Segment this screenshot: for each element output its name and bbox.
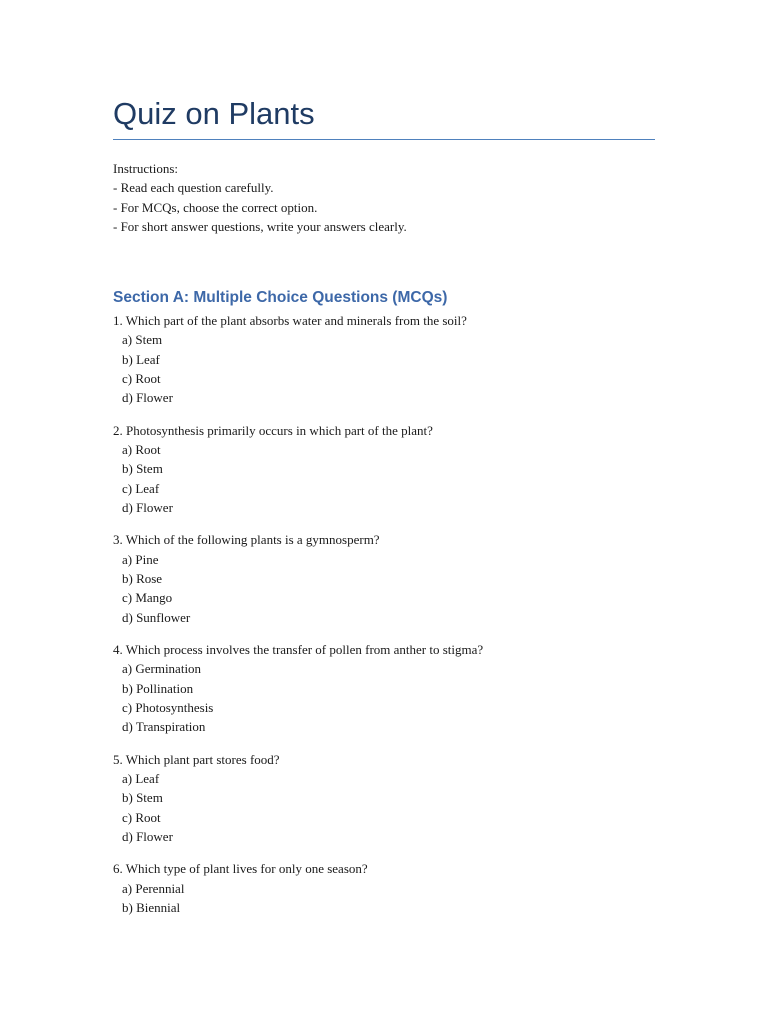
- option-item: b) Stem: [122, 461, 163, 477]
- option-item: a) Leaf: [122, 770, 160, 786]
- option-item: c) Root: [122, 809, 161, 825]
- question-text: 3. Which of the following plants is a gymnosperm?: [113, 532, 380, 548]
- question-text: 1. Which part of the plant absorbs water and minerals from the soil?: [113, 313, 467, 328]
- option-item: d) Transpiration: [122, 719, 206, 735]
- option-item: b) Leaf: [122, 351, 160, 367]
- option-list: [113, 550, 483, 627]
- question-item: [113, 421, 483, 517]
- option-item: a) Pine: [122, 551, 159, 567]
- option-item: a) Perennial: [122, 880, 185, 896]
- option-list: [113, 330, 483, 407]
- option-item: d) Flower: [122, 390, 173, 406]
- option-item: d) Flower: [122, 499, 173, 515]
- option-item: a) Stem: [122, 332, 163, 348]
- question-item: [113, 750, 483, 846]
- question-text: 6. Which type of plant lives for only one season?: [113, 861, 368, 877]
- option-list: [113, 879, 483, 918]
- option-item: c) Root: [122, 370, 161, 386]
- option-item: b) Biennial: [122, 899, 181, 915]
- option-item: b) Stem: [122, 790, 163, 806]
- instructions-block: [113, 159, 407, 236]
- question-text: 4. Which process involves the transfer of pollen from anther to stigma?: [113, 642, 484, 658]
- option-item: c) Leaf: [122, 480, 160, 496]
- option-item: c) Photosynthesis: [122, 699, 214, 715]
- instructions-heading: Instructions:: [113, 161, 178, 176]
- instruction-line: - For MCQs, choose the correct option.: [113, 199, 318, 215]
- instruction-line: - Read each question carefully.: [113, 180, 274, 196]
- page-title: Quiz on Plants: [113, 96, 315, 131]
- instruction-line: - For short answer questions, write your answers clearly.: [113, 218, 407, 234]
- option-list: [113, 659, 483, 736]
- option-list: [113, 769, 483, 846]
- option-item: c) Mango: [122, 590, 173, 606]
- question-text: 5. Which plant part stores food?: [113, 751, 280, 767]
- question-text: 2. Photosynthesis primarily occurs in which part of the plant?: [113, 422, 433, 438]
- question-list: [113, 311, 483, 930]
- section-a-heading: Section A: Multiple Choice Questions (MCQs): [113, 289, 448, 306]
- question-item: [113, 530, 483, 626]
- question-item: [113, 311, 483, 407]
- question-item: [113, 859, 483, 917]
- option-item: b) Rose: [122, 570, 163, 586]
- question-item: [113, 640, 483, 736]
- option-item: a) Root: [122, 441, 161, 457]
- option-item: a) Germination: [122, 661, 202, 677]
- option-item: d) Sunflower: [122, 609, 191, 625]
- option-item: d) Flower: [122, 828, 173, 844]
- title-divider: [113, 139, 655, 140]
- option-list: [113, 440, 483, 517]
- option-item: b) Pollination: [122, 680, 194, 696]
